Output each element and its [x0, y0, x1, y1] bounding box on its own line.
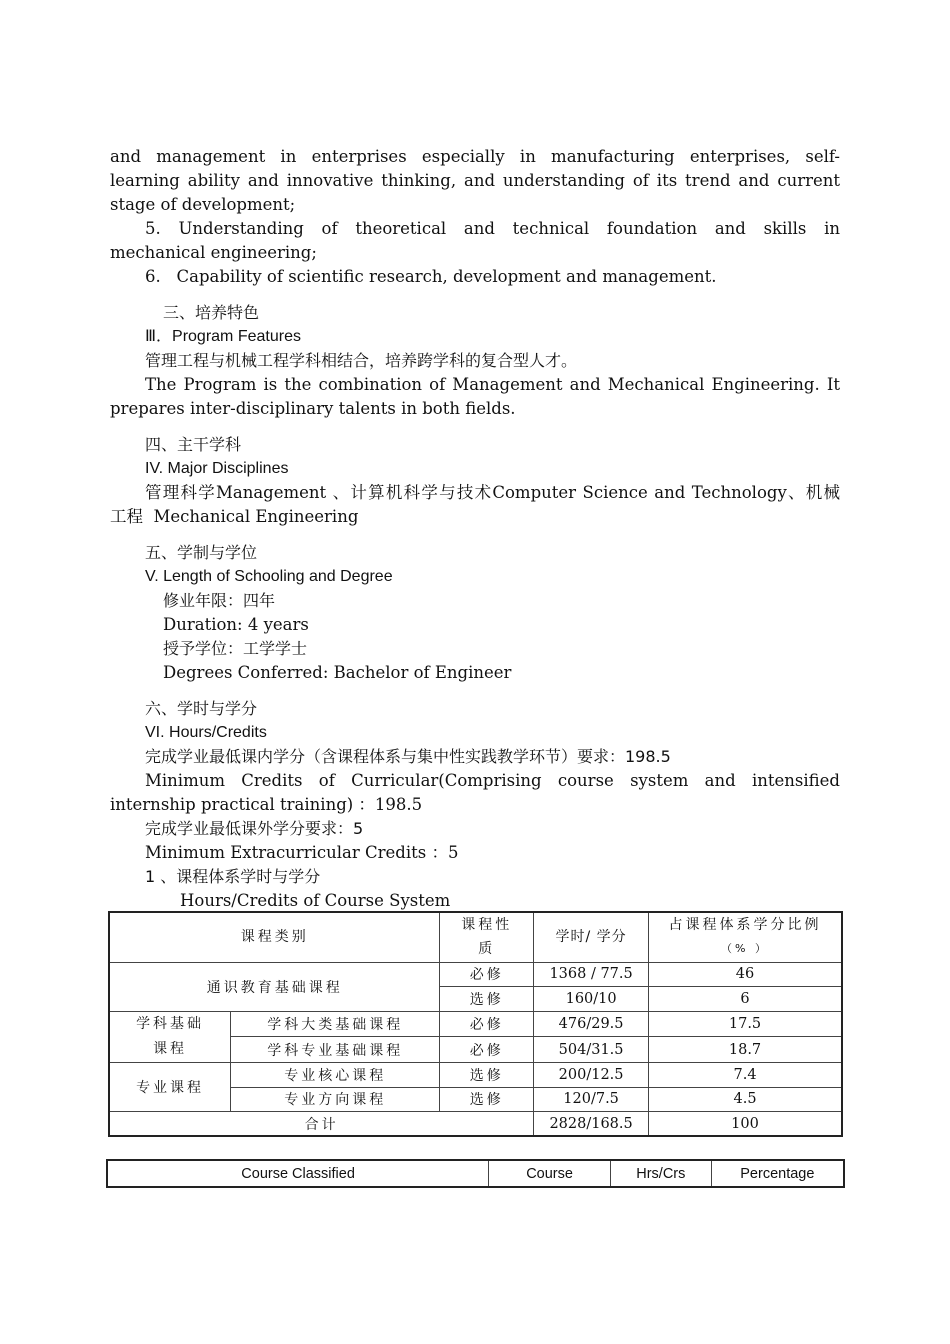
section-3-en-title: Ⅲ．Program Features — [145, 328, 301, 345]
subcategory-cell: 学科专业基础课程 — [231, 1037, 440, 1063]
nature-cell: 必修 — [440, 1011, 534, 1037]
section-3-cn-title: 三、培养特色 — [163, 303, 260, 322]
subcategory-cell: 专业核心课程 — [231, 1062, 440, 1087]
table-row — [109, 1062, 842, 1087]
section-5-cn-title: 五、学制与学位 — [145, 543, 258, 562]
intro-line: stage of development; — [110, 195, 296, 214]
header-hours: 学时/ 学分 — [534, 912, 649, 962]
hours-cell: 200/12.5 — [534, 1062, 649, 1087]
list-item-5-cont: mechanical engineering; — [110, 243, 317, 262]
intro-line: and management in enterprises especially in manufacturing enterprises, self- — [110, 147, 840, 166]
header-nature-line1: 课程性 — [461, 917, 513, 934]
nature-cell: 选修 — [440, 1087, 534, 1112]
section-3-en-text: The Program is the combination of Management and Mechanical Engineering. It — [145, 375, 840, 394]
ratio-cell: 6 — [649, 987, 842, 1012]
section-3-cn-text: 管理工程与机械工程学科相结合，培养跨学科的复合型人才。 — [145, 351, 578, 370]
section-6-en-title: VI. Hours/Credits — [145, 724, 267, 741]
table-row — [109, 962, 842, 987]
group-line2: 课程 — [153, 1040, 188, 1057]
hours-cell: 476/29.5 — [534, 1011, 649, 1037]
duration-cn: 修业年限：四年 — [163, 591, 276, 610]
subsection-1-en: Hours/Credits of Course System — [180, 891, 451, 910]
section-4-cn-title: 四、主干学科 — [145, 435, 242, 454]
table-total-row — [109, 1112, 842, 1137]
ratio-cell: 4.5 — [649, 1087, 842, 1112]
hours-cell: 160/10 — [534, 987, 649, 1012]
group-line1: 学科基础 — [136, 1015, 205, 1032]
total-hours: 2828/168.5 — [534, 1112, 649, 1137]
min-credits-en-cont: internship practical training) ：198.5 — [110, 795, 423, 814]
header-ratio-line2: （% ） — [721, 942, 769, 956]
section-6-cn-title: 六、学时与学分 — [145, 699, 258, 718]
section-3-en-text-cont: prepares inter-disciplinary talents in both fields. — [110, 399, 516, 418]
header-percentage: Percentage — [711, 1160, 844, 1187]
group-specialty: 专业课程 — [109, 1062, 231, 1111]
degree-cn: 授予学位：工学学士 — [163, 639, 308, 658]
header-ratio — [649, 912, 842, 962]
extra-credits-en: Minimum Extracurricular Credits ：5 — [145, 843, 459, 862]
total-label: 合计 — [109, 1112, 534, 1137]
table-header-row — [107, 1160, 844, 1187]
header-ratio-line1: 占课程体系学分比例 — [668, 917, 822, 934]
table-header-row — [109, 912, 842, 962]
list-item-5: 5. Understanding of theoretical and technical foundation and skills in — [145, 219, 840, 238]
header-hrs-crs: Hrs/Crs — [610, 1160, 711, 1187]
course-hours-table-en — [106, 1159, 845, 1188]
hours-cell: 120/7.5 — [534, 1087, 649, 1112]
ratio-cell: 18.7 — [649, 1037, 842, 1063]
ratio-cell: 46 — [649, 962, 842, 987]
degree-en: Degrees Conferred: Bachelor of Engineer — [163, 663, 512, 682]
subcategory-cell: 专业方向课程 — [231, 1087, 440, 1112]
course-hours-table-cn — [108, 911, 843, 1137]
ratio-cell: 17.5 — [649, 1011, 842, 1037]
subcategory-cell: 学科大类基础课程 — [231, 1011, 440, 1037]
intro-line: learning ability and innovative thinking, and understanding of its trend and current — [110, 171, 840, 190]
ratio-cell: 7.4 — [649, 1062, 842, 1087]
header-nature — [440, 912, 534, 962]
group-general-education: 通识教育基础课程 — [109, 962, 440, 1011]
header-nature-line2: 质 — [478, 941, 496, 958]
hours-cell: 1368 / 77.5 — [534, 962, 649, 987]
group-discipline-foundation — [109, 1011, 231, 1062]
section-4-en-title: IV. Major Disciplines — [145, 460, 289, 477]
list-item-6: 6. Capability of scientific research, development and management. — [145, 267, 717, 286]
nature-cell: 选修 — [440, 1062, 534, 1087]
subsection-1-cn: 1 、课程体系学时与学分 — [145, 867, 321, 886]
extra-credits-cn: 完成学业最低课外学分要求：5 — [145, 819, 364, 838]
min-credits-en: Minimum Credits of Curricular(Comprising course system and intensified — [145, 771, 840, 790]
duration-en: Duration: 4 years — [163, 615, 309, 634]
section-4-disciplines: 管理科学Management 、计算机科学与技术Computer Science and Technology、机械 — [145, 483, 840, 502]
header-category: 课程类别 — [109, 912, 440, 962]
section-5-en-title: V. Length of Schooling and Degree — [145, 568, 393, 585]
total-ratio: 100 — [649, 1112, 842, 1137]
nature-cell: 选修 — [440, 987, 534, 1012]
nature-cell: 必修 — [440, 962, 534, 987]
header-course: Course — [489, 1160, 611, 1187]
hours-cell: 504/31.5 — [534, 1037, 649, 1063]
table-row — [109, 1011, 842, 1037]
nature-cell: 必修 — [440, 1037, 534, 1063]
header-course-classified: Course Classified — [107, 1160, 489, 1187]
section-4-disciplines-cont: 工程 Mechanical Engineering — [110, 507, 359, 526]
min-credits-cn: 完成学业最低课内学分（含课程体系与集中性实践教学环节）要求：198.5 — [145, 747, 671, 766]
